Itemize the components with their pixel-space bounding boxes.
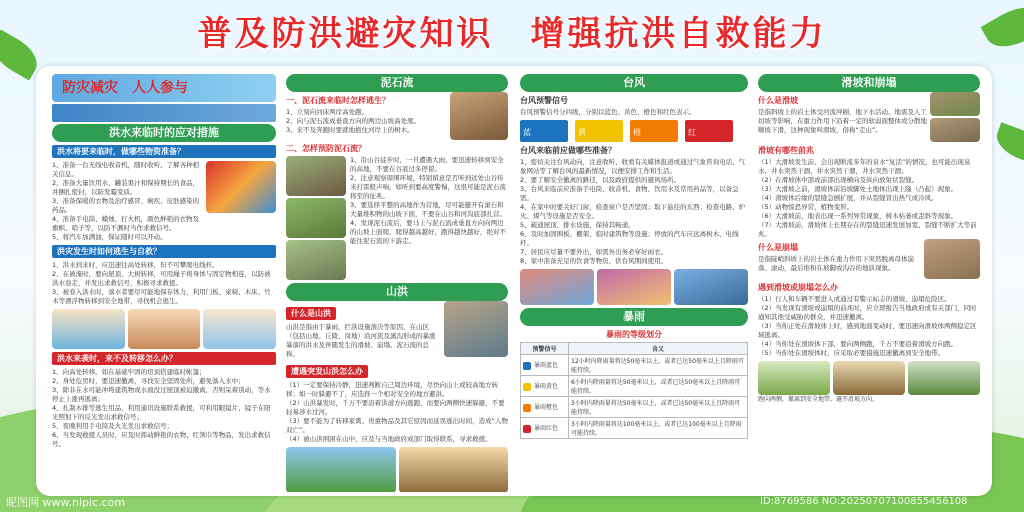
subsection-title: 滑坡有哪些前兆 [758,146,814,155]
subsection-title: 洪水来袭时，来不及转移怎么办？ [52,352,276,365]
table-header: 预警信号 [521,343,569,355]
list-item: 7、居民应尽量不要外出，如需外出务必穿好雨衣。 [520,248,668,256]
illustration-image [908,361,980,395]
illustration-image [674,269,748,305]
list-item: 4、发现泥石流后，要马上与泥石流成垂直方向向两边的山坡上面爬，爬得越高越好，跑得越快越好，绝对不能往泥石流的下游走。 [350,219,506,245]
list-item: （7）大滑坡前，滑坡体上长期存在的裂缝迅速发展加宽、裂缝不断扩大等前兆。 [758,221,977,238]
list-item: （4）被山洪围困在山中，应及与当地政府或部门取得联系，寻求救援。 [286,435,492,443]
illustration-image [286,447,396,492]
warning-name: 暴雨黄色 [521,376,569,397]
subsection-title: 一、泥石流来临时怎样逃生？ [286,96,390,105]
table-title: 暴雨的等级划分 [606,330,662,339]
section-header: 台风 [520,74,748,92]
table-row [521,397,748,418]
warning-name: 暴雨红色 [521,418,569,439]
list-item: （3）当你正处在滑坡体上时，感到地面变动时，要迅速向滑坡体两侧稳定区域逃离。 [758,322,977,339]
list-item: 1、沿山谷徒步时，一旦遭遇大雨，要迅速转移到安全的高地，不要在谷底过多停留。 [350,156,504,173]
list-item: 2、向与泥石流成垂直方向的两边山坡高处爬。 [286,117,421,125]
list-item: （2）当发现有滑坡或崩塌的前兆时，应立即报告当地政府或有关部门，同时通知其他受威胁的群众，并迅速撤离。 [758,304,977,321]
column-mudslide [286,74,508,492]
city-skyline [52,104,276,122]
list-item: 8、家中准备充足的饮食等物资，供台风期间使用。 [520,257,668,265]
subsection-title: 台风来临前应做哪些准备？ [520,146,616,155]
rockfall-image [924,239,980,279]
list-item: 2、注意观察周围环境，特别留意是否听到远处山谷传来打雷般声响，如听到要高度警惕，这很可能是泥石流将至的征兆。 [350,174,506,200]
typhoon-signal-yellow: 黄 [575,120,623,142]
paragraph: 是指斜坡上的岩土体受河流冲刷、地下水活动、地震及人工切坡等影响，在重力作用下沿着一定的软弱面整体或分散地顺坡下滑，这种现象叫滑坡，俗称“走山”。 [758,108,927,134]
list-item: （3）要不能为了转移家禽、贵重物品及其它原因而延误逃出时间，造成“人物双亡”。 [286,417,508,434]
list-item: 6、及时加固围板、棚架、临时建筑物等设施；停放的汽车应远离树木、电线杆。 [520,230,739,247]
mudslide-image [286,240,346,280]
list-item: 3、台风来临前应准备手电筒、收音机、食物、饮用水及常用药品等，以备急需。 [520,185,739,202]
subsection-title: 遇到滑坡或崩塌怎么办 [758,283,838,292]
illustration-image [758,361,830,395]
paragraph: 是指陡峭斜坡上的岩土体在重力作用下突然脱离母体崩落、滚动，最后堆积在坡脚或沟谷的地质现象。 [758,255,914,272]
typhoon-signal-orange: 橙 [630,120,678,142]
landslide-image [930,92,980,116]
typhoon-signal-blue: 蓝 [520,120,568,142]
warning-text: 3小时内降雨量将达50毫米以上，或者已达50毫米以上且降雨可能持续。 [569,397,748,418]
list-item: 4、扎制木排等逃生用品，利用通讯设施联系救援，可利用眼镜片、镜子在阳光照射下的反光发出求救信号； [52,404,271,421]
list-item: 3、除非在水可能冲垮建筑物或水面没过屋顶被迫撤离，否则呆着别动，等水停止上涨再逃离； [52,386,271,403]
warning-color-icon [523,362,531,370]
list-item: （3）大滑坡之前，滑坡体前沿坡脚处土地体出现上隆（凸起）现象。 [758,185,958,193]
watermark-left: 昵图网 www.nipic.com [6,496,126,509]
illustration-image [128,309,201,349]
illustration-image [833,361,905,395]
illustration-image [399,447,509,492]
warning-name: 暴雨蓝色 [521,355,569,376]
illustration-image [203,309,276,349]
supplies-image [206,161,276,213]
section-header: 滑坡和崩塌 [758,74,980,92]
column-flood [52,74,276,492]
list-item: 1、密切关注台风动向，注意收听、收看有关媒体报道或通过气象咨询电话、气象网站等了解台风的最新情况，以便安排工作和生活。 [520,158,746,175]
table-row [521,418,748,439]
subsection-title: 遭遇突发山洪怎么办 [286,365,368,378]
list-item: （2）山洪暴发时，千万不要沿着洪道方向逃跑，而要向两侧快速躲避，不要轻易涉水过河。 [286,399,505,416]
list-item: 6、当发现救援人员时，应及时挥动鲜艳的衣物、红领巾等物品，发出求救信号。 [52,431,271,448]
table-row [521,376,748,397]
subsection-title: 什么是崩塌 [758,243,798,252]
list-item: 3、被卷入洪水时，落水者要尽可能地保存体力，利用门板、桌椅、木床、竹木等漂浮物转移到安全地带，寻找机会逃生。 [52,288,271,305]
list-item: （5）动物惊恐异常，植物变形。 [758,203,854,211]
warning-text: 6小时内降雨量将达50毫米以上，或者已达50毫米以上且降雨可能持续。 [569,376,748,397]
table-row [521,355,748,376]
mudslide-image [286,198,346,238]
column-landslide [758,74,980,492]
list-item: 1、洪水到来时，应迅速往高处转移，但不可攀爬电线杆。 [52,261,219,269]
list-item: （4）滑坡体后缘的裂缝急剧扩展，并从裂缝冒出热气或冷风。 [758,194,938,202]
list-item: （4）当你处在滑坡体下部，要向两侧跑，千万不要沿着滑坡方向跑。 [758,340,958,348]
list-item: 3、要选择平整的高地作为营地，尽可能避开有滚石和大量堆积物的山坡下面，不要在山谷和河沟底部扎营。 [350,201,506,218]
page-title: 普及防洪避灾知识 增强抗洪自救能力 [197,14,827,54]
subsection-title: 什么是滑坡 [758,96,798,105]
rain-warning-table [520,342,748,439]
banner: 防灾减灾 人人参与 [52,74,276,102]
list-item: 5、夜晚利用手电筒及火光发出求救信号； [52,422,174,430]
paragraph: 山洪是指由于暴雨、拦洪设施溃决等原因，在山区（包括山地、丘陵、岗地）沿河流及溪沟形成的暴涨暴落的洪水及伴随发生的滑坡、崩塌、泥石流的总称。 [286,323,436,358]
landslide-image [930,118,980,142]
mudslide-image [450,92,508,140]
list-item: 4、准备手电筒、蜡烛、打火机，颜色鲜艳的衣物及旗帜、哨子等，以防不测时当作求救信号。 [52,215,200,232]
warning-name: 暴雨橙色 [521,397,569,418]
list-item: （1）一定要保持冷静，迅速判断自己周边环境，尽快向山上或较高地方转移；如一时躲避不了，应选择一个相对安全的地方避洪。 [286,381,499,398]
list-item: （1）大滑坡发生前，会出现断流多年的泉水“复活”的情况，也可能出现泉水、井水突然干涸、井水突然干涸，井水突然干涸； [758,158,971,175]
signal-row [520,120,748,142]
warning-text: 3小时内降雨量将达100毫米以上，或者已达100毫米以上且降雨可能持续。 [569,418,748,439]
caption: 跑向两侧，撤离到安全地带，避开滑坡方向。 [758,396,879,403]
subsection-title: 洪水将要来临时，做哪些物资准备？ [52,145,276,158]
flash-flood-image [444,301,508,357]
section-header: 山洪 [286,283,508,301]
list [52,161,203,242]
list-item: 2、身处危房时，要迅速撤离，寻找安全坚固处所，避免落入水中； [52,377,245,385]
list-item: 5、疏通屋顶、排水设施，保持其畅通。 [520,221,635,229]
watermark-right: ID:8769586 NO:20250707100855456108 [760,496,968,507]
list-item: 3、准备保暖的衣物及治疗感冒、痢疾、皮肤感染的药品。 [52,197,200,214]
paragraph: 台风预警信号分四级，分别以蓝色、黄色、橙色和红色表示。 [520,108,696,116]
column-typhoon [520,74,748,492]
illustration-image [597,269,671,305]
typhoon-signal-red: 红 [685,120,733,142]
list-item: （1）行人和车辆不要进入或通过有警示标志的滑坡、崩塌危险区。 [758,295,951,303]
list-item: 2、要了解安全撤离的路径，以及政府提供的避风场所。 [520,176,681,184]
table-header: 含义 [569,343,748,355]
list-item: （2）在滑坡体中部或前部出现横向及纵向放射状裂缝。 [758,176,919,184]
subsection-title: 二、怎样预防泥石流？ [286,144,366,153]
warning-color-icon [523,404,531,412]
subsection-title: 台风预警信号 [520,96,568,105]
warning-color-icon [523,383,531,391]
mudslide-image [286,156,346,196]
list-item: （6）大滑坡前，地表出现一系列异常现象，树木枯萎或歪斜等现象。 [758,212,958,220]
section-header: 洪水来临时的应对措施 [52,124,276,142]
list-item: 1、立刻向河床两岸高处跑。 [286,108,369,116]
list-item: 2、在被淹时，要向屋顶、大树转移，可用绳子将身体与固定物相连，以防被洪水卷走，并发出求救信号，积极寻求救援。 [52,270,271,287]
warning-color-icon [523,425,531,433]
section-header: 泥石流 [286,74,508,92]
list-item: 1、准备一台无线电收音机，随时收听、了解各种相关信息。 [52,161,200,178]
list-item: （5）当你处在滑坡体时，应采取必要措施迅速撤离到安全地带。 [758,349,945,357]
subsection-title: 什么是山洪 [286,307,336,320]
list-item: 3、来不及奔跑时要就地抱住河岸上的树木。 [286,126,414,134]
illustration-image [52,309,125,349]
subsection-title: 洪灾发生时如何逃生与自救？ [52,245,276,258]
list-item: 4、在家中时要关好门窗，检查窗户是否坚固；取下悬挂的东西；检查电路、炉火、煤气等设施是否安全。 [520,203,746,220]
warning-text: 12小时内降雨量将达50毫米以上，或者已达50毫米以上且降雨可能持续。 [569,355,748,376]
list-item: 1、向高处转移。如在基础牢固的房顶搭建临时帐篷； [52,368,206,376]
section-header: 暴雨 [520,308,748,326]
list-item: 2、准备大量饮用水，罐装果汁和保持期长的食品，并捆扎密封，以防发霉变质。 [52,179,200,196]
illustration-image [520,269,594,305]
list-item: 5、将汽车加满油，保证随时可以开动。 [52,233,167,241]
